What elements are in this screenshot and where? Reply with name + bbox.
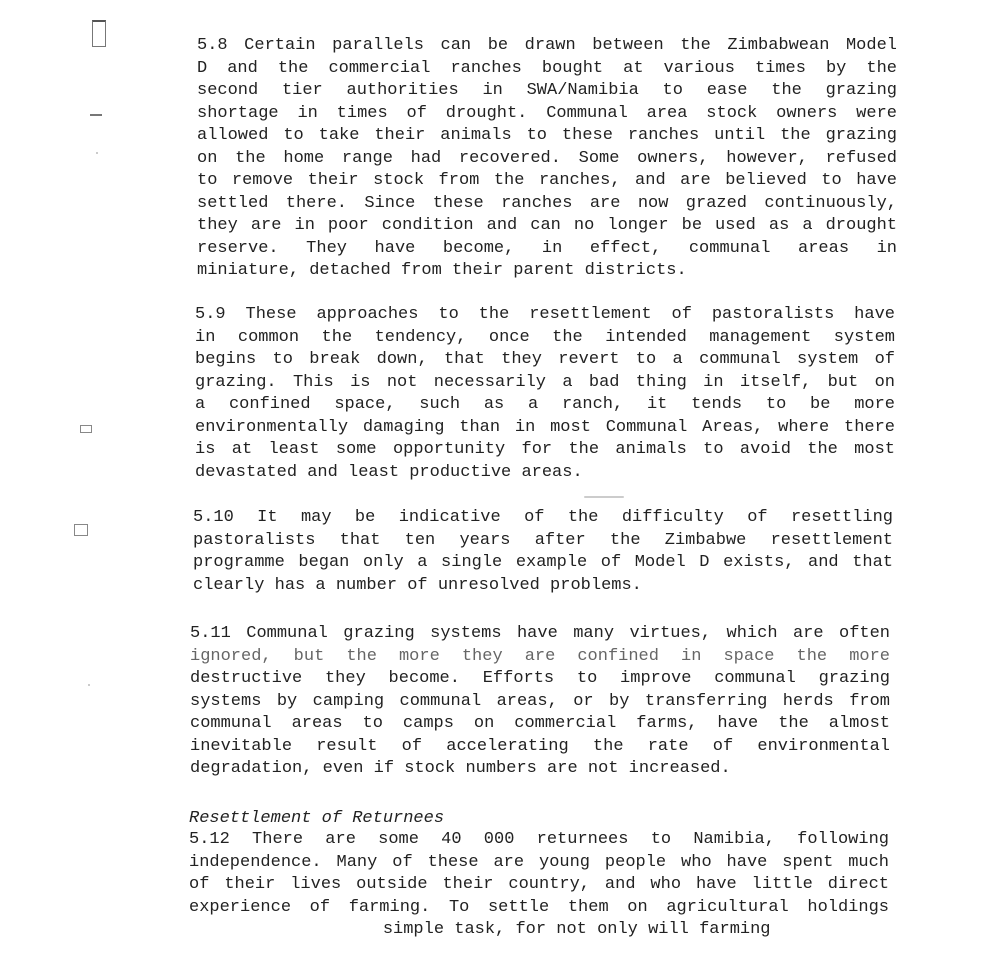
text-line: to remove their stock from the ranches, and are believed to have	[197, 171, 897, 190]
text-line: second tier authorities in SWA/Namibia to ease the grazing	[197, 81, 897, 100]
scan-speck	[88, 684, 90, 686]
text-line: communal areas to camps on commercial farms, have the almost	[190, 714, 890, 733]
text-line: clearly has a number of unresolved problems.	[193, 575, 642, 595]
text-line: grazing. This is not necessarily a bad thing in itself, but on	[195, 372, 895, 392]
text-line: systems by camping communal areas, or by transferring herds from	[190, 691, 890, 711]
text-line: independence. Many of these are young people who have spent much	[189, 852, 889, 872]
text-line: reserve. They have become, in effect, communal areas in	[197, 238, 897, 258]
text-line: programme began only a single example of Model D exists, and that	[193, 553, 893, 572]
text-line: 5.11 Communal grazing systems have many virtues, which are often	[190, 624, 890, 643]
text-line: of their lives outside their country, and who have little direct	[189, 875, 889, 894]
text-line: devastated and least productive areas.	[195, 462, 583, 482]
text-line: experience of farming. To settle them on agricultural holdings	[189, 897, 889, 917]
text-line: miniature, detached from their parent districts.	[197, 261, 687, 280]
text-line: in common the tendency, once the intended management system	[195, 327, 895, 347]
text-line: on the home range had recovered. Some owners, however, refused	[197, 148, 897, 168]
scan-speck	[96, 152, 98, 154]
text-line: 5.10 It may be indicative of the difficulty of resettling	[193, 508, 893, 527]
text-line: 5.8 Certain parallels can be drawn between the Zimbabwean Model	[197, 36, 897, 55]
paragraph-5-11	[190, 623, 890, 781]
text-line: ignored, but the more they are confined in space the more	[190, 646, 890, 666]
text-line: degradation, even if stock numbers are not increased.	[190, 759, 731, 778]
paragraph-5-9	[195, 304, 895, 484]
binding-hole-mark	[92, 20, 106, 47]
section-heading: Resettlement of Returnees	[189, 809, 445, 828]
text-line: settled there. Since these ranches are now grazed continuously,	[197, 193, 897, 213]
paragraph-5-10	[193, 507, 893, 597]
text-line: 5.9 These approaches to the resettlement of pastoralists have	[195, 305, 895, 324]
margin-square-mark	[74, 524, 88, 536]
text-line: is at least some opportunity for the animals to avoid the most	[195, 440, 895, 459]
text-line: allowed to take their animals to these ranches until the grazing	[197, 126, 897, 145]
margin-box-mark	[80, 425, 92, 433]
paragraph-5-8	[197, 35, 897, 283]
text-line: shortage in times of drought. Communal area stock owners were	[197, 103, 897, 123]
text-line: simple task, for not only will farming	[189, 920, 771, 939]
text-line: pastoralists that ten years after the Zimbabwe resettlement	[193, 530, 893, 550]
margin-dash-mark	[90, 114, 102, 116]
text-line: 5.12 There are some 40 000 returnees to Namibia, following	[189, 830, 889, 849]
text-line: begins to break down, that they revert to a communal system of	[195, 350, 895, 369]
text-line: a confined space, such as a ranch, it tends to be more	[195, 395, 895, 414]
text-line: they are in poor condition and can no longer be used as a drought	[197, 216, 897, 235]
text-line: environmentally damaging than in most Communal Areas, where there	[195, 417, 895, 437]
text-line: D and the commercial ranches bought at various times by the	[197, 58, 897, 78]
paragraph-5-12	[189, 829, 889, 942]
text-line: inevitable result of accelerating the rate of environmental	[190, 736, 890, 756]
scan-speck	[584, 496, 624, 498]
text-line: destructive they become. Efforts to improve communal grazing	[190, 669, 890, 688]
